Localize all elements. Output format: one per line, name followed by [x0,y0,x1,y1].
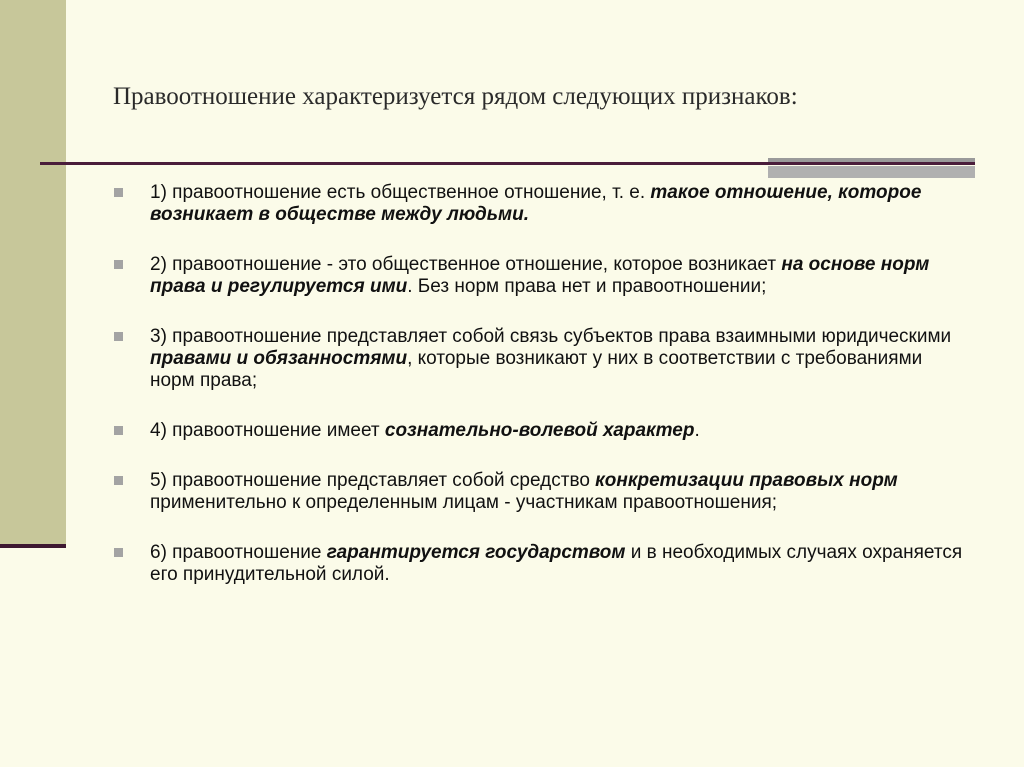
list-item [112,470,972,514]
point-emphasis: сознательно-волевой характер [384,420,695,441]
point-emphasis: такое отношение, которое возникает в обществе между людьми. [150,182,922,225]
slide-title: Правоотношение характеризуется рядом следующих признаков: [113,83,798,110]
square-bullet-icon [114,548,123,557]
list-item [112,182,972,226]
point-text-tail: . [694,420,700,441]
point-text-tail: . Без норм права нет и правоотношении; [407,276,767,297]
point-text-tail: применительно к определенным лицам - участникам правоотношения; [150,492,778,513]
point-emphasis: гарантируется государством [326,542,626,563]
list-item [112,542,972,586]
point-text: 4) правоотношение имеет [150,420,385,441]
point-emphasis: на основе норм права и регулируется ими [150,254,930,297]
point-text: 1) правоотношение есть общественное отношение, т. е. [150,182,651,203]
square-bullet-icon [114,188,123,197]
point-text: 5) правоотношение представляет собой средство [150,470,596,491]
point-emphasis: конкретизации правовых норм [595,470,898,491]
left-band-rule [0,544,66,548]
point-text: 6) правоотношение [150,542,327,563]
list-item [112,326,972,392]
left-decor-band [0,0,66,545]
square-bullet-icon [114,476,123,485]
point-text-tail: , которые возникают у них в соответствии с требованиями норм права; [150,348,923,391]
point-text: 3) правоотношение представляет собой связь субъектов права взаимными юридическими [150,326,952,347]
list-item [112,420,972,442]
square-bullet-icon [114,426,123,435]
point-text-tail: и в необходимых случаях охраняется его принудительной силой. [150,542,963,585]
square-bullet-icon [114,332,123,341]
list-item [112,254,972,298]
point-emphasis: правами и обязанностями [150,348,408,369]
point-text: 2) правоотношение - это общественное отношение, которое возникает [150,254,782,275]
feature-list [112,182,972,614]
square-bullet-icon [114,260,123,269]
title-divider-accent [768,158,975,178]
